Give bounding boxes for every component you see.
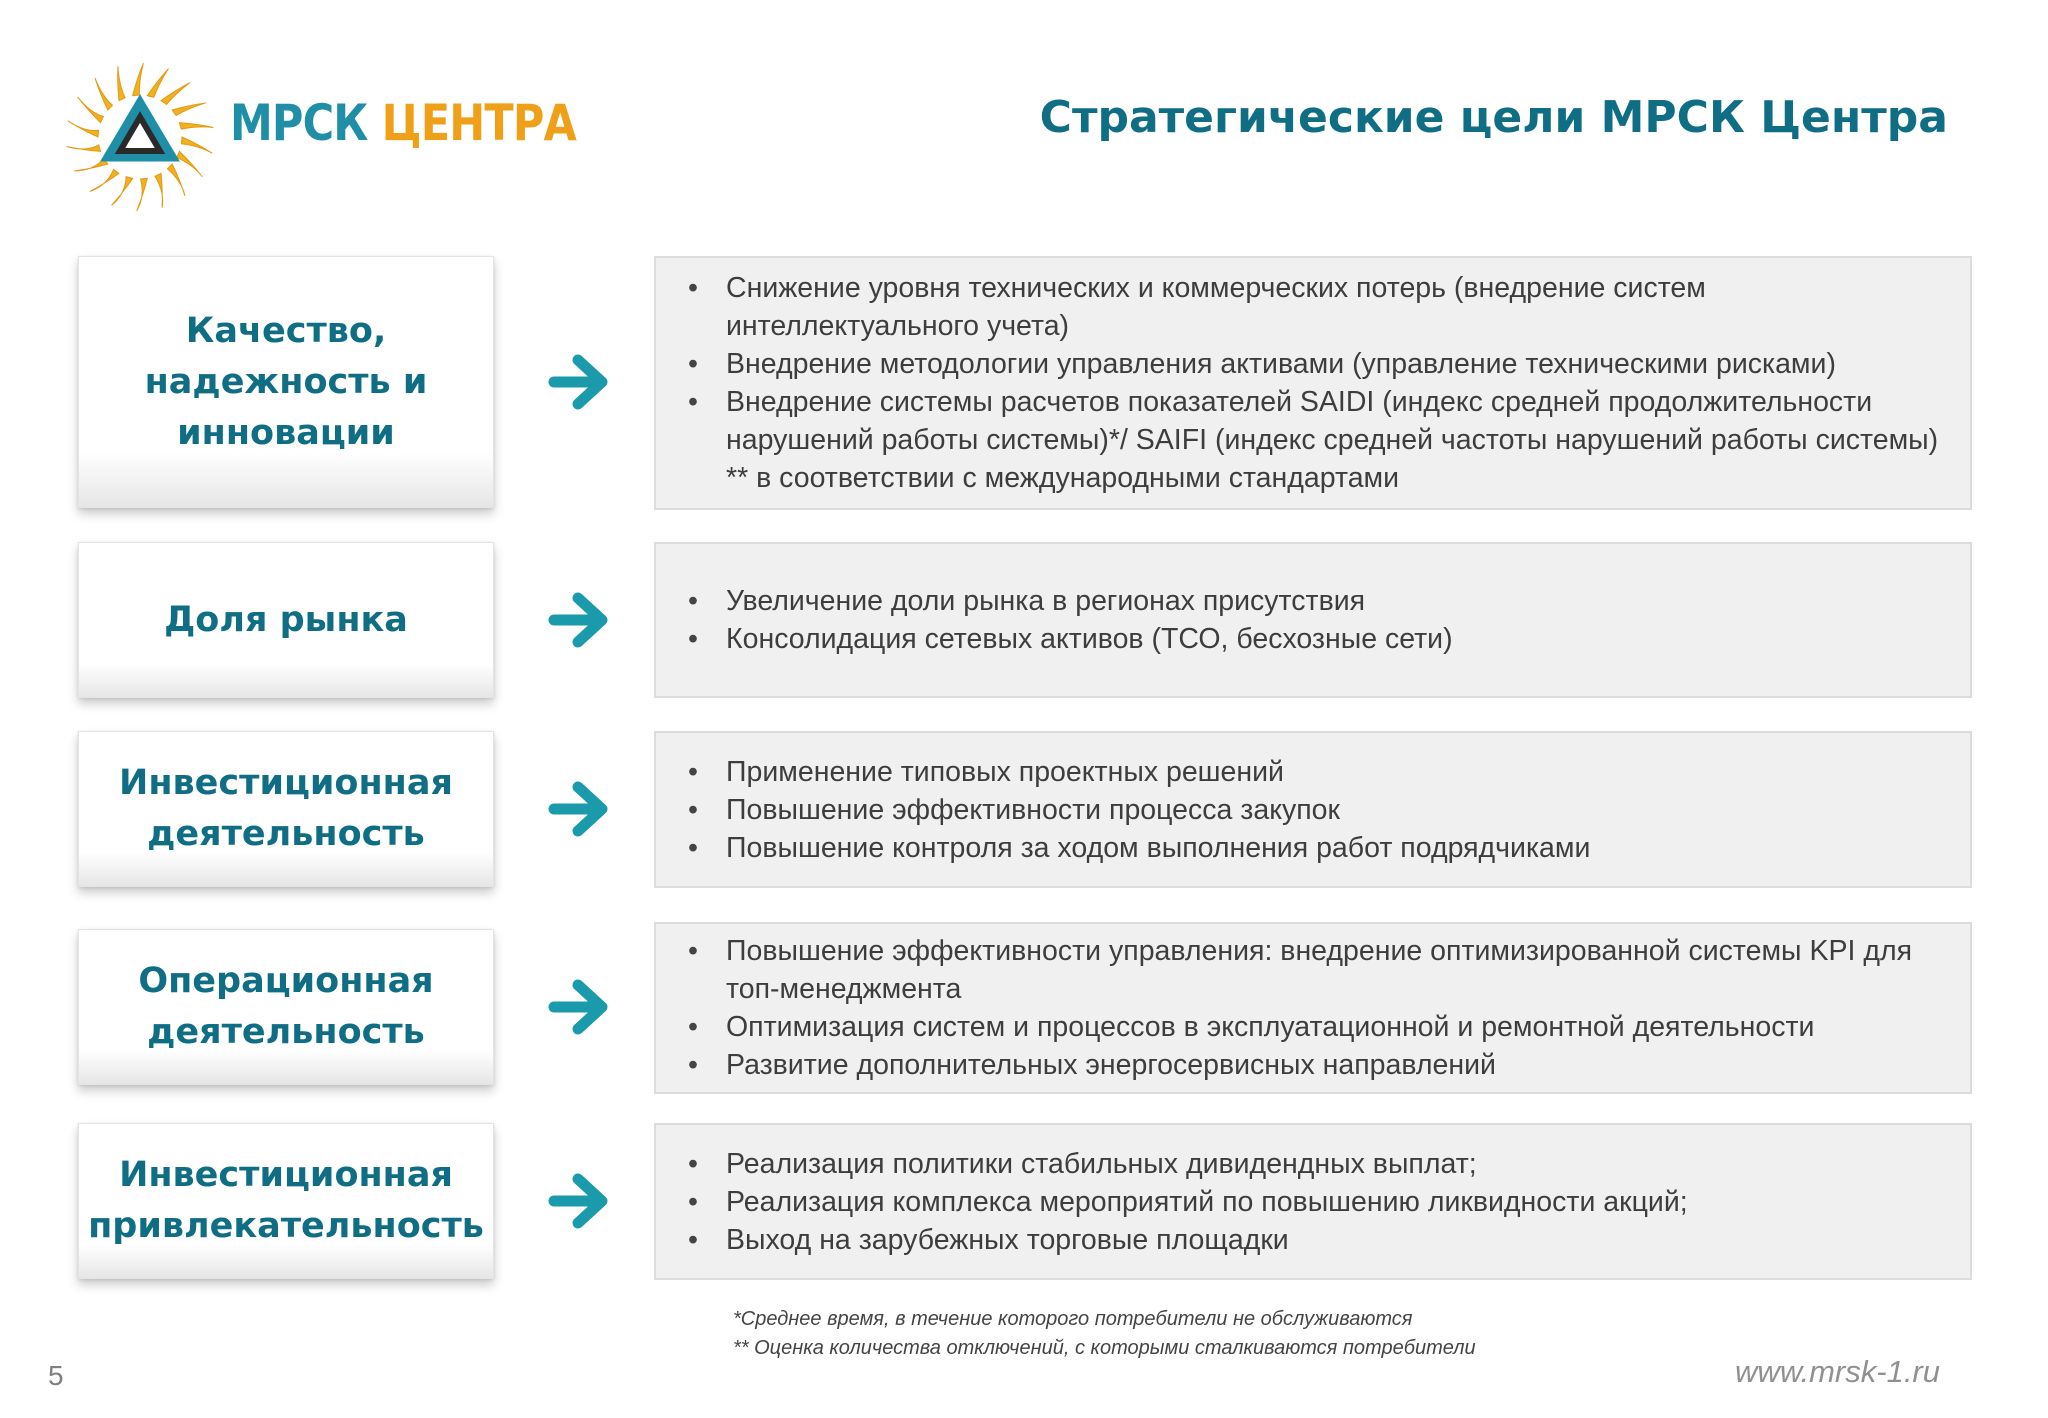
sun-ray [179,123,213,129]
goal-label: Инвестиционная деятельность [119,763,453,854]
goal-box-quality [78,256,494,508]
page-number: 5 [48,1360,64,1391]
sun-ray [133,63,144,96]
sun-ray [95,78,112,110]
list-item: • Консолидация сетевых активов (ТСО, бесхозные сети) [688,620,1950,658]
goal-label: Операционная деятельность [138,961,434,1052]
list-item: • Повышение эффективности управления: внедрение оптимизированной системы KPI для топ-менеджмента [688,932,1950,1008]
arrow-right-icon [548,592,610,648]
sun-ray [68,121,99,137]
list-item: • Реализация комплекса мероприятий по повышению ликвидности акций; [688,1183,1950,1221]
sun-ray [147,69,168,98]
list-item: • Развитие дополнительных энергосервисных направлений [688,1046,1950,1084]
goal-box-market-share [78,542,494,698]
logo-name-part1: МРСК [230,94,382,152]
list-item: • Применение типовых проектных решений [688,753,1950,791]
sun-ray [155,173,163,207]
company-logo [60,55,576,215]
list-item: • Оптимизация систем и процессов в эксплуатационной и ремонтной деятельности [688,1008,1950,1046]
list-item: • Внедрение методологии управления активами (управление техническими рисками) [688,345,1950,383]
arrow-right-icon [548,781,610,837]
goal-box-operational-activity [78,929,494,1085]
sun-ray [118,66,125,100]
list-item: • Повышение контроля за ходом выполнения работ подрядчиками [688,829,1950,867]
logo-name-part2: ЦЕНТРА [381,94,576,152]
logo-wordmark [230,93,576,153]
list-item: • Повышение эффективности процесса закупок [688,791,1950,829]
sun-ray [167,164,184,196]
goal-details-market-share [654,542,1972,698]
arrow-right-icon [548,979,610,1035]
arrow-right-icon [548,354,610,410]
sun-ray [112,177,133,206]
list-item: • Выход на зарубежных торговые площадки [688,1221,1950,1259]
list-item: • Реализация политики стабильных дивидендных выплат; [688,1145,1950,1183]
list-item: • Снижение уровня технических и коммерческих потерь (внедрение систем интеллектуального учета) [688,269,1950,345]
footnote-saifi: ** Оценка количества отключений, с которыми сталкиваются потребители [733,1337,1476,1359]
goal-details-investment-activity [654,731,1972,888]
goal-details-investment-attractiveness [654,1123,1972,1280]
goal-details-quality [654,256,1972,510]
sun-ray [161,83,190,105]
goal-details-operational-activity [654,922,1972,1094]
page-title: Стратегические цели МРСК Центра [1039,92,1948,143]
website-link[interactable]: www.mrsk-1.ru [1735,1354,1940,1389]
goal-label: Доля рынка [164,599,408,640]
sun-ray [78,97,104,123]
sun-ray [137,178,148,211]
arrow-right-icon [548,1173,610,1229]
sun-ray [177,151,203,177]
list-item: • Внедрение системы расчетов показателей SAIDI (индекс средней продолжительности нарушений работы системы)*/ SAIFI (индекс средней частоты нарушений работы системы) ** в соответствии с международными стандартами [688,383,1950,497]
sun-ray [172,103,206,116]
sun-ray [181,137,212,153]
sun-ray [67,145,101,151]
goal-box-investment-attractiveness [78,1123,494,1279]
goal-box-investment-activity [78,731,494,887]
footnote-saidi: *Среднее время, в течение которого потребители не обслуживаются [733,1308,1413,1330]
sun-triangle-logo-icon [60,55,220,215]
list-item: • Увеличение доли рынка в регионах присутствия [688,582,1950,620]
sun-ray [90,170,119,192]
goal-label: Инвестиционная привлекательность [88,1155,484,1246]
goal-label: Качество, надежность и инновации [144,310,428,453]
